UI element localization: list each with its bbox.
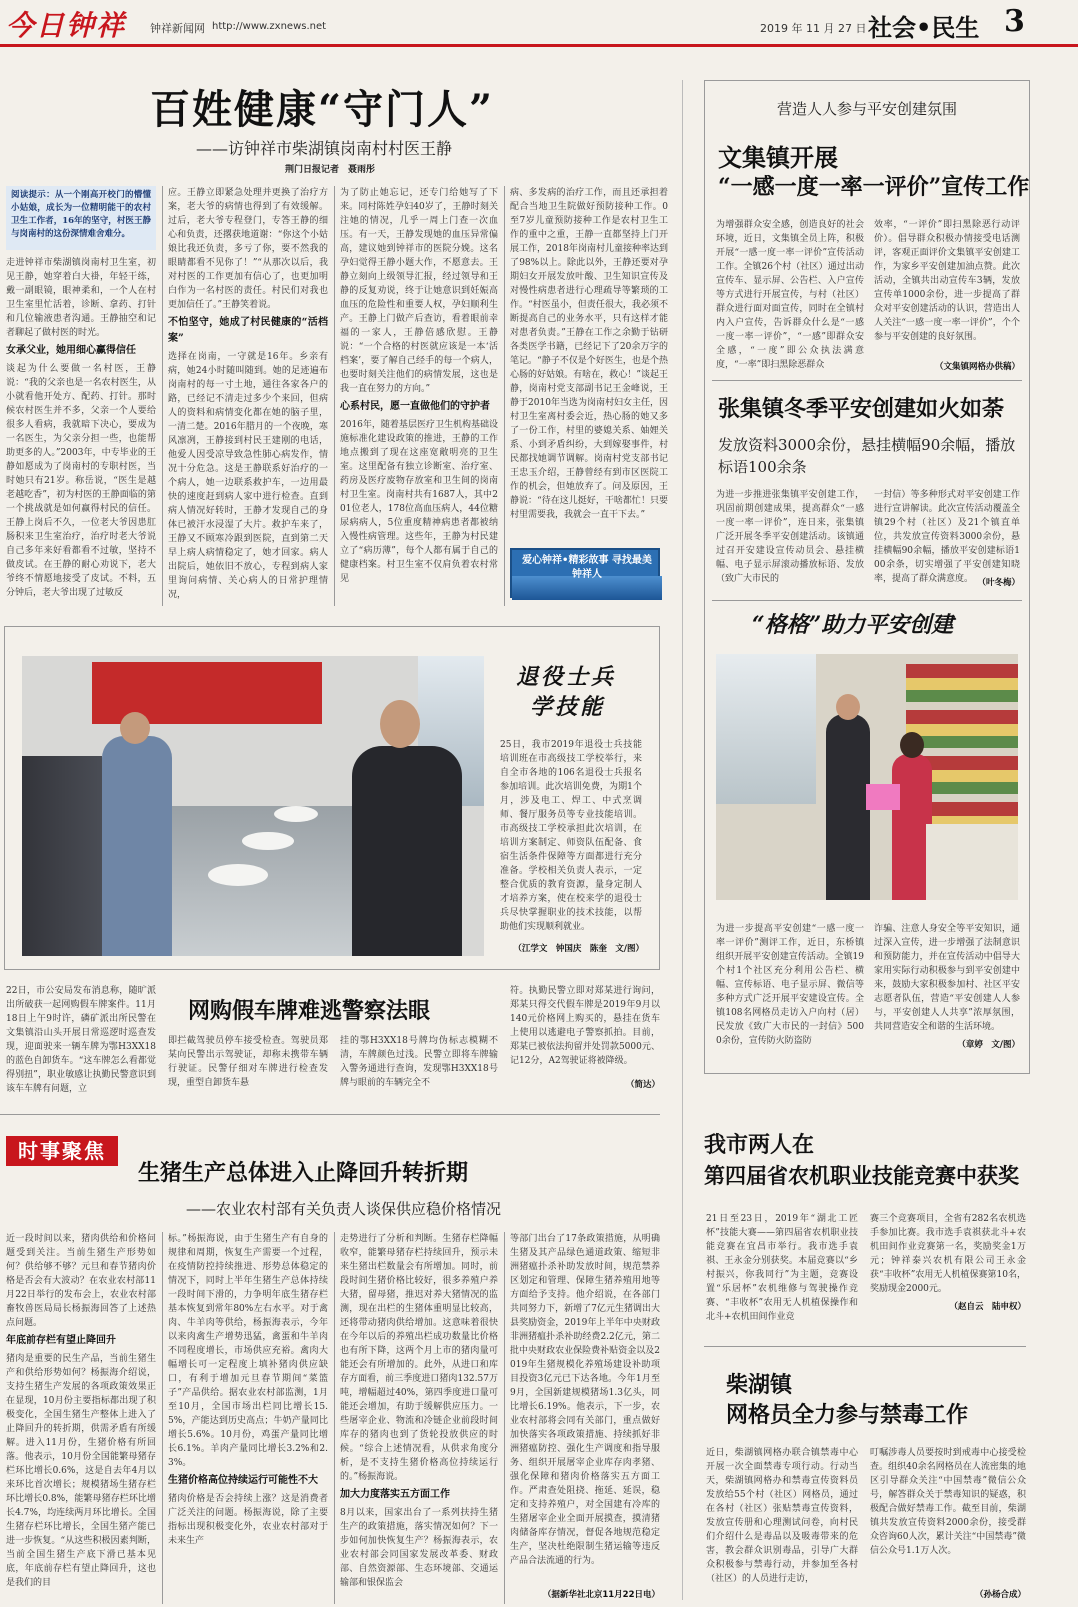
chaihu-col-c: 近日，柴湖镇网格办联合镇禁毒中心开展一次全面禁毒专项行动。行动当天，柴湖镇网格办和禁毒宣传资料员发放给55个村（社区）网格员，通过在各村（社区）张贴禁毒宣传资料，发放宣传册和心理测试问卷，向村民们介绍什么是毒品以及吸毒带来的危害，教会群众识别毒品，引导广大群众积极参与禁毒行动，并参加至各村（社区）的人员进行走访，: [706, 1448, 858, 1584]
lead-article-title: 百姓健康“守门人”: [150, 86, 495, 133]
masthead-site: 钟祥新闻网: [150, 22, 205, 35]
veterans-credit: （江学文 钟国庆 陈奎 文/图）: [513, 944, 644, 954]
zhangji-title: 张集镇冬季平安创建如火如荼: [718, 396, 1005, 422]
shishi-col-divider-1: [162, 1232, 163, 1604]
fake-plate-col2: 即拦截驾驶员停车接受检查。驾驶员郑某向民警出示驾驶证，却称未携带车辆行驶证。民警仔细对车牌进行检查发现，重型自卸货车悬: [168, 1036, 328, 1088]
shishi-subhead-1: 年底前存栏有望止降回升: [6, 1335, 116, 1346]
wenji-col-b: 效率，“一评价”即扫黑除恶行动评价）。倡导群众积极办情接受电话测评，客观正面评价文集镇平安创建工作，为家乡平安创建加油点赞。此次活动，全镇共出动宣传车3辆，发放宣传单1000余份，进一步提高了群众对平安创建活动的认识，营造出人人关注“一感一度一率一评价”，个个参与平安创建的良好氛围。: [874, 220, 1020, 342]
lead-col-divider-2: [334, 186, 335, 606]
shishi-col3-text: 走势进行了分析和判断。生猪存栏降幅收窄，能繁母猪存栏持续回升，预示未来生猪出栏数量会有所增加。同时，前段时间生猪价格比较好，很多养殖户养大猪，留母猪，推迟对养大猪情况的监测，现在出栏的生猪体重明显比较高，还将带动猪肉供给增加。这意味着很快在今年以后的养殖出栏成功数量比价格也有所下降，这两个月上市的猪肉量可能还会有所增加的。此外，从进口和库存方面看，前三季度进口猪肉132.57万吨，增幅超过40%，第四季度进口量可能还会增加，有助于缓解供应压力。一些屠宰企业、物流和冷链企业前段时间库存的猪肉也到了货轮投放供应的时候。“综合上述情况看，从供求角度分析，是不支持生猪价格高位持续运行的。”杨振海说。: [340, 1234, 498, 1482]
chaihu-title-2: 网格员全力参与禁毒工作: [726, 1402, 969, 1428]
shishi-col2b-text: 猪肉价格是否会持续上涨？这是消费者广泛关注的问题。杨振海说，除了主要指标出现积极变化外，农业农村部对于未来生产: [168, 1494, 328, 1546]
shishi-col1-text: 近一段时间以来，猪肉供给和价格问题受到关注。当前生猪生产形势如何？供给够不够？元旦和春节猪肉价格是否会有大波动？在农业农村部11月22日举行的发布会上，农业农村部畜牧兽医局局长杨振海回答了上述热点问题。: [6, 1234, 156, 1328]
wenji-title-2: “一感一度一率一评价”宣传工作: [718, 174, 1030, 200]
gege-photo: [716, 654, 1018, 900]
zhangji-col-d: 一封信）等多种形式对平安创建工作进行宣讲解读。此次宣传活动覆盖全镇29个村（社区）及21个镇直单位，共发放宣传资料3000余份，悬挂横幅90余幅，播放平安创建标语100余条，切实增强了平安创建知晓率，提高了群众满意度。: [874, 490, 1020, 584]
masthead-rule: [0, 44, 1078, 47]
shishi-col4: 等部门出台了17条政策措施，从明确生猪及其产品绿色通道政策、缩短非洲猪瘟扑杀补助发放时间，规范禁养区划定和管理、保障生猪养殖用地等方面给予支持。他介绍说，在各部门共同努力下，新增了7亿元生猪调出大县奖励资金，2019年上半年中央财政非洲猪瘟扑杀补助经费2.2亿元，第二批中央财政农业保险费补贴资金以及2019年生猪规模化养殖场建设补助项目投资3亿元已下达各地。今年1月至9月，全国新建规模猪场1.3亿头，同比增长6.19%。他表示，下一步，农业农村部将会同有关部门，重点做好加快落实各项政策措施、持续抓好非洲猪瘟防控、强化生产调度和指导服务、组织开展屠宰企业库存肉孝猪、强化保障和猪肉价格落实五方面工作。严肃查处阻挠、拖延、延误，稳定和支持养殖户，对全国建有冷库的生猪屠宰企业全面开展摸查，摸清猪肉储备库存情况，督促各地规范稳定生产，坚决杜绝限制生猪运输等违反产品合法流通的行为。: [510, 1234, 660, 1566]
fake-plate-col1: 22日，市公安局发布消息称，随旷派出所破获一起网购假车牌案件。11月18日上午9时许，磷矿派出所民警在文集镇沿山头开展日常巡逻时巡查发现，迎面驶来一辆车牌为鄂H3XX18的蓝色自卸货车。“这车牌怎么看都觉得别扭”，职业敏感让执勤民警意识到该车车牌有问题，立: [6, 986, 156, 1094]
shishi-col2-text: 标。”杨振海说，由于生猪生产有自身的规律和周期，恢复生产需要一个过程，在疫情防控持续推进、形势总体稳定的情况下，同时上半年生猪生产总体持续一段时间下滑的，力争明年底生猪存栏基本恢复到常年80%左右水平。对于禽肉、牛羊肉等供给，杨振海表示，今年以来肉禽生产增势迅猛，禽蛋和牛羊肉不同程度增长，市场供应充裕。禽肉大幅增长可一定程度上填补猪肉供应缺口，有利于增加元旦春节期间“菜篮子”产品供给。据农业农村部监测，1月至10月，全国市场出栏同比增长15.5%，产能达到历史高点；牛奶产量同比增长5.6%。10月份，鸡蛋产量同比增长6.1%。羊肉产量同比增长3.2%和2.3%。: [168, 1234, 328, 1468]
lead-subhead-2: 不怕坚守，她成了村民健康的“活档案”: [168, 317, 328, 344]
veterans-photo-row: [22, 756, 102, 956]
shishi-col1: [6, 1232, 156, 1604]
shishi-subhead-3: 加大力度落实五方面工作: [340, 1489, 450, 1500]
main-column-divider: [682, 80, 683, 1600]
shishi-col1b-text: 猪肉是重要的民生产品，当前生猪生产和供给形势如何？杨振海介绍说，支持生猪生产发展的各项政策效果正在显现，10月份主要指标都出现了积极变化，全国生猪生产整体上进入了止降回升的转折期，供需矛盾有所缓解。进入11月份，生猪价格有所回落。他表示，10月份全国能繁母猪存栏环比增长0.6%，这是自去年4月以来环比首次增长；规模猪场生猪存栏环比增长0.8%，能繁母猪存栏环比增长4.7%，均连续两月环比增长。全国生猪存栏环比增长，全国生猪产能已进一步恢复。“从这些积极因素判断，当前全国生猪生产底下滑已基本见底，年底前存栏有望止降回升，这也是我们的目: [6, 1354, 156, 1588]
wenji-col-a: 为增强群众安全感，创造良好的社会环境，近日，文集镇全员上阵，积极开展“一感一度一率一评价”宣传活动工作。全镇26个村（社区）通过出动宣传车、显示屏、公告栏、入户宣传等方式进行开展宣传，与村（社区）群众进行面对面宣传，同时在全镇村内入户宣传，告诉群众什么是“一感一度一率一评价”，“一感”即群众安全感，“一度”即公众执法满意度，“一率”即扫黑除恶群众: [716, 220, 864, 370]
lead-col2-text: 应。王静立即紧急处理并更换了治疗方案，老大爷的病情也得到了有效缓解。过后，老大爷专程登门，专答王静的细心和负责，还撂获地道谢：“你这个小姑娘比我还负责，多亏了你，要不然我的眼睛都看不见你了！”“从那次以后，我对村医的工作更加有信心了，也更加明白作为一名村医的责任。村民们对我也更加信任了。”王静笑着说。: [168, 188, 328, 310]
lead-col2b-text: 选择在岗南，一守就是16年。乡亲有病，她24小时随叫随到。她的足迹遍布岗南村的每一寸土地，通往各家各户的路，已经记不清走过多少个来回，但病人的资料和病情变化都在她的脑子里，一清二楚。2016年腊月的一个夜晚，寒风凛冽，王静接到村民王建刚的电话，他爱人因受凉导致急性肺心病发作，情况十分危急。这是王静联系好治疗的一个病人，她一边联系救护车，一边用最快的速度赶到病人家中进行检查。直到病人情况好转时，王静才发现自己的身体已被汗水浸湿了大片。救护车来了，王静又不顾寒冷跟到医院，直到第二天早上病人病情稳定了，她才回家。病人出院后，她依旧不放心，专程到病人家里询问病情、关心病人的日常护理情况，: [168, 352, 328, 600]
lead-article-col3: [340, 186, 498, 606]
fake-plate-col3: 挂的鄂H3XX18号牌均伪标志模糊不清，车牌颜色过浅。民警立即将车牌输入警务通进行查询，发现鄂H3XX18号牌与眼前的车辆完全不: [340, 1036, 498, 1088]
gege-photo-counter: [926, 824, 1018, 900]
lead-subhead-3: 心系村民，愿一直做他们的守护者: [340, 401, 490, 412]
gege-photo-paper: [866, 784, 900, 810]
lead-col-divider-1: [162, 186, 163, 606]
masthead: [0, 0, 1078, 46]
veterans-photo-table: [172, 806, 372, 956]
shishi-col2: [168, 1232, 328, 1604]
skills-credit: （赵自云 陆申权）: [949, 1302, 1026, 1312]
veterans-photo-person-left: [102, 736, 172, 956]
masthead-date: 2019 年 11 月 27 日: [760, 22, 867, 35]
shishi-col3b-text: 8月以来，国家出台了一系列扶持生猪生产的政策措施，落实情况如何？下一步如何加快恢复生产？杨振海表示，农业农村部会同国家发展改革委、财政部、自然资源部、生态环境部、交通运输部和银保监会: [340, 1508, 498, 1588]
masthead-logo: 今日钟祥: [6, 9, 127, 42]
shishi-col-divider-2: [334, 1232, 335, 1604]
zhangji-divider: [712, 600, 1022, 601]
veterans-title-1: 退役士兵: [516, 664, 617, 690]
veterans-photo-board-1: [208, 864, 268, 886]
lead-col1-text: 走进钟祥市柴湖镇岗南村卫生室，初见王静，她穿着白大褂，年轻干练，戴一副眼镜，眼神柔和，一个人在村卫生室里忙活着，诊断、拿药、打针和几位输液患者沟通。王静抽空和记者聊起了做村医的时光。: [6, 258, 156, 338]
shishi-tag: 时事聚焦: [6, 1136, 118, 1166]
lead-col3b-text: 2016年，随着基层医疗卫生机构基础设施标准化建设政策的推进，王静的工作地点搬到了现在这座宽敞明亮的卫生室。这里配备有独立诊断室、治疗室、药房及医疗废物存放室和卫生间的岗南村卫生室。岗南村共有1687人，其中201位老人，178位高血压病人，44位糖尿病病人，5位重度精神病患者都被纳入慢性病管理。这些年，王静为村民建立了“病历薄”，每个人都有属于自己的健康档案。村卫生室不仅肩负着农村常见: [340, 420, 498, 584]
gege-photo-person-2-head: [900, 732, 924, 758]
gege-col-e: 为进一步提高平安创建“一感一度一率一评价”测评工作，近日，东桥镇组织开展平安创建宣传活动。全镇19个村1个社区充分利用公告栏、横幅、宣传标语、电子显示屏、微信等多种方式广泛开展平安建设宣传。全镇108名网格员走访入户向村（居）民发放《致广大市民的一封信》5000余份，宣传防火防盗防: [716, 924, 864, 1046]
zhangji-credit: （叶冬梅）: [977, 578, 1020, 588]
skills-title-1: 我市两人在: [704, 1132, 815, 1158]
veterans-photo: [22, 656, 484, 956]
lead-article-subtitle: ——访钟祥市柴湖镇岗南村村医王静: [196, 139, 453, 158]
zhangji-deck: 发放资料3000余份，悬挂横幅90余幅，播放标语100余条: [718, 436, 1016, 476]
fake-plate-title: 网购假车牌难逃警察法眼: [188, 998, 431, 1024]
shishi-title: 生猪生产总体进入止降回升转折期: [138, 1160, 469, 1186]
gege-title: “格格”助力平安创建: [752, 612, 954, 638]
lead-col-divider-3: [504, 186, 505, 606]
skills-col-b: 赛三个竞赛项目，全省有282名农机选手参加比赛。我市选手袁祺获北斗+农机田间作业竞赛第一名，奖励奖金1万元；钟祥泰兴农机有限公司王永金获“丰收杯”农用无人机植保赛第10名，奖励现金2000元。: [870, 1214, 1026, 1294]
banner-text: 爱心钟祥•精彩故事 寻找最美钟祥人: [522, 555, 652, 580]
lead-subhead-1: 女承父业，她用细心赢得信任: [6, 345, 136, 356]
veterans-text: 25日，我市2019年退役士兵技能培训班在市高级技工学校举行，来自全市各地的106名退役士兵报名参加培训。此次培训免费，为期1个月，涉及电工、焊工、中式烹调师、餐厅服务员等专业技能培训。市高级技工学校承担此次培训，在培训方案制定、师资队伍配备、食宿生活条件保障等方面都进行充分准备。学校相关负责人表示，一定整合优质的教育资源，量身定制人才培养方案，使在校来学的退役士兵尽快掌握职业的技术技能，以帮助他们实现顺利就业。: [500, 740, 642, 932]
gege-photo-person-1: [826, 714, 870, 900]
fake-plate-credit: （简达）: [625, 1080, 660, 1090]
lead-article-reporter: 荆门日报记者 聂雨彤: [285, 165, 376, 175]
shishi-subtitle: ——农业农村部有关负责人谈保供应稳价格情况: [186, 1200, 502, 1218]
gege-photo-window: [716, 654, 816, 804]
veterans-photo-person-right-head: [380, 700, 420, 748]
lead-article-col4: 病、多发病的治疗工作，而且还承担着配合当地卫生院做好预防接种工作。0至7岁儿童预防接种工作是农村卫生工作的重中之重，王静一直都坚持上门开展工作，2018年岗南村儿童接种率达到了98%以上。除此以外，王静还要对孕期妇女开展发放叶酸、卫生知识宣传及对慢性病患者进行心理疏导等繁琐的工作。“村医虽小，但责任很大，我必须不断提高自己的业务水平，只有这样才能对患者负责。”王静在工作之余勤于钻研各类医学书籍，已经记下了20余万字的笔记。“静子不仅是个好医生，也是个热心肠的好姑娘。有啥在，救心！”谈起王静，岗南村党支部副书记王金峰说，王静于2010年当选为岗南村妇女主任，因村卫生室离村委会近，热心肠的她又多了一份工作，村里的婆媳关系、妯娌关系、小到矛盾纠纷，大到嫁娶事件，村民都找她调节调解。岗南村党支部书记王忠玉介绍，王静曾经有到市区医院工作的机会，但她放弃了。问及原因，王静说：“待在这儿挺好，干啥都忙！只要村里需要我，我就会一直干下去。”: [510, 188, 668, 520]
right-top-header: 营造人人参与平安创建氛围: [776, 100, 957, 118]
skills-col-a: 21日至23日，2019年“湖北工匠杯”技能大赛——第四届省农机职业技能竞赛在宜昌市举行。我市选手袁祺、王永金分别获奖。本届竞赛以“乡村振兴，你我同行”为主题，竞赛设置“乐居杯”农机维修与驾驶操作竞赛、“丰收杯”农用无人机植保操作和北斗+农机田间作业竞: [706, 1214, 858, 1322]
gege-col-f: 诈骗、注意人身安全等平安知识，通过深入宣传，进一步增强了法制意识和预防能力，并在宣传活动中倡导大家用实际行动积极参与到平安创建中来，鼓励大家积极参加村、社区平安志愿者队伍，营造“平安创建人人参与，平安创建人人共享”浓厚氛围，共同营造安全和谐的生活环境。: [874, 924, 1020, 1032]
fake-plate-col4: 符。执勤民警立即对郑某进行询问，郑某只得交代假车牌是2019年9月以140元价格网上购买的，悬挂在货车上使用以逃避电子警察抓拍。目前，郑某已被依法拘留并处罚款5000元、记12分，A2驾驶证将被降级。: [510, 986, 660, 1066]
wenji-credit: （文集镇网格办供稿）: [934, 362, 1020, 372]
shishi-subhead-2: 生猪价格高位持续运行可能性不大: [168, 1475, 318, 1486]
shishi-col3: [340, 1232, 498, 1604]
gege-photo-person-1-head: [836, 694, 860, 720]
veterans-photo-board-3: [274, 806, 318, 822]
veterans-photo-board-2: [242, 832, 294, 850]
skills-divider: [704, 1346, 1026, 1347]
lower-section-rule: [0, 1114, 660, 1115]
shishi-col-divider-3: [504, 1232, 505, 1604]
lead-article-col2: [168, 186, 328, 606]
masthead-url: http://www.zxnews.net: [212, 21, 327, 32]
lead-col3-text: 为了防止她忘记，还专门给她写了下来。同村陈姓孕妇40岁了，王静时刻关注她的情况，几乎一周上门查一次血压。有一天，王静发现她的血压异常偏高，建议她到钟祥市的医院分娩。这名孕妇觉得王静小题大作，不愿意去。王静立刻向上级领导汇报，经过领导和王静的反复劝说，终于让她意识到妊娠高血压的危险性和重要人权，孕妇顺利生产。王静上门做产后查访，看着眼前幸福的一家人，王静倍感欣慰。王静说：“一个合格的村医就应该是一本‘活档案’，要了解自己经手的每一个病人，也要时刻关注他们的病情发展，这也是我一直在努力的方向。”: [340, 188, 498, 394]
chaihu-credit: （孙杨合成）: [974, 1590, 1026, 1600]
wenji-title-1: 文集镇开展: [718, 143, 838, 172]
gege-credit: （章婷 文/图）: [957, 1040, 1020, 1050]
lead-col1b-text: 谈起为什么要做一名村医，王静说：“我的父亲也是一名农村医生，从小就看他开处方、配药、打针。那时候农村医生并不多，父亲一个人要给很多人看病，我就暗下决心，要成为一名医生，为父亲分担一些，也能帮助更多的人。”2003年，中专毕业的王静如愿成为了岗南村的专职村医，当时她只有21岁。称岳说，“医生是越老越吃香”，初为村医的王静面临的第一个挑战就是如何赢得村民的信任。王静上岗后不久，一位老大爷因患肛肠积来卫生室治疗，治疗时老大爷说自己多年来好看都看不过敏，坚持不做皮试。在王静的耐心劝说下，老大爷终不情愿地接受了皮试。不料，五分钟后，老大爷出现了过敏反: [6, 364, 156, 598]
veterans-photo-person-left-head: [120, 712, 150, 744]
wenji-divider: [712, 380, 1022, 381]
masthead-section: 社会•民生: [868, 13, 980, 42]
masthead-page-number: 3: [1004, 4, 1025, 39]
veterans-title-2: 学技能: [530, 694, 606, 720]
zhangji-col-c: 为进一步推进张集镇平安创建工作，巩固前期创建成果，提高群众“一感一度一率一评价”，连日来，张集镇广泛开展冬季平安创建活动。该镇通过召开安建设宣传动员会、悬挂横幅、电子显示屏滚动播放标语、发放（致广大市民的: [716, 490, 864, 584]
lead-article-banner: [510, 548, 660, 598]
skills-title-2: 第四届省农机职业技能竞赛中获奖: [704, 1163, 1019, 1188]
veterans-photo-person-right: [352, 746, 462, 956]
chaihu-title-1: 柴湖镇: [726, 1372, 793, 1398]
lead-article-col1: [6, 256, 156, 606]
chaihu-col-d: 叮嘱涉毒人员要按时到戒毒中心接受检查。组织40余名网格员在人流密集的地区引导群众关注“中国禁毒”微信公众号，解答群众关于禁毒知识的疑惑，积极配合做好禁毒工作。截至目前，柴湖镇共发放宣传资料2000余份，接受群众咨询60人次，累计关注“中国禁毒”微信公众号1.1万人次。: [870, 1448, 1026, 1556]
lead-article-intro: 阅读提示：从一个刚高开校门的懵懂小姑娘，成长为一位精明能干的农村卫生工作者，16年的坚守，村医王静与岗南村的这份深情难舍难分。: [6, 186, 156, 250]
shishi-credit: （据新华社北京11月22日电）: [542, 1590, 660, 1600]
